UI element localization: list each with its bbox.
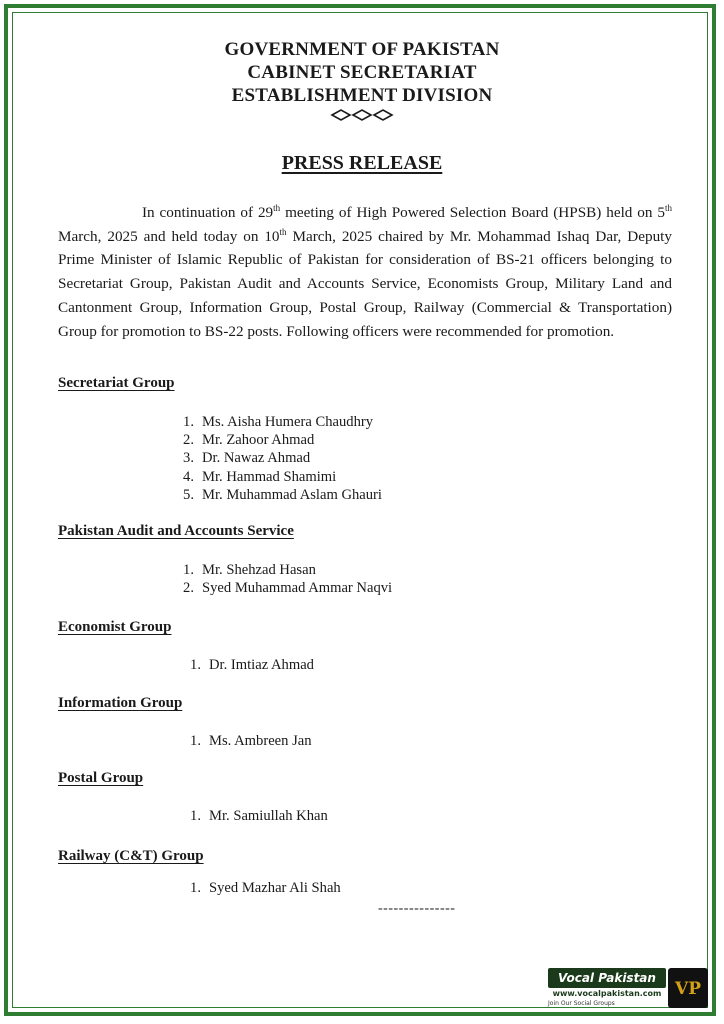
header-division: ESTABLISHMENT DIVISION: [231, 85, 493, 106]
officer-name: Mr. Samiullah Khan: [209, 808, 328, 824]
watermark-join-text: Join Our Social Groups: [548, 1000, 615, 1007]
logo-mark-icon: [668, 968, 708, 1008]
officer-name: Syed Muhammad Ammar Naqvi: [202, 580, 393, 597]
officer-name: Ms. Ambreen Jan: [209, 733, 312, 749]
press-release-title: PRESS RELEASE: [281, 152, 443, 174]
para-sup-3: th: [279, 226, 287, 237]
group-title-economist: Economist Group: [58, 619, 172, 635]
officer-name: Syed Mazhar Ali Shah: [209, 880, 341, 896]
logo-letters: VP: [675, 979, 701, 999]
list-item-number: 2.: [183, 580, 194, 597]
officer-name: Mr. Zahoor Ahmad: [202, 432, 315, 449]
end-marker: ---------------: [378, 901, 456, 916]
officer-name: Dr. Imtiaz Ahmad: [209, 657, 314, 673]
list-postal: [175, 807, 328, 825]
press-release-paragraph: [58, 201, 672, 343]
para-part-4: March, 2025 chaired by Mr. Mohammad Ishaq Dar, Deputy Prime Minister of Islamic Republic of Pakistan for consideration of BS-21 officers belonging to Secretariat Group, Pakistan Audit and Accounts Service, Economists Group, Military Land and Cantonment Group, Information Group, Postal Group, Railway (Commercial & Transportation) Group for promotion to BS-22 posts. Following officers were recommended for promotion.: [58, 227, 672, 340]
list-item: [175, 807, 328, 825]
officer-name: Mr. Hammad Shamimi: [202, 468, 337, 485]
list-item-number: 1.: [183, 414, 194, 430]
list-item: [168, 579, 392, 597]
group-title-audit-accounts: Pakistan Audit and Accounts Service: [58, 523, 294, 539]
para-sup-2: th: [664, 202, 672, 213]
list-item: [175, 656, 314, 674]
para-part-2: meeting of High Powered Selection Board (HPSB) held on 5: [280, 204, 665, 221]
list-item-number: 1.: [190, 733, 201, 749]
list-item-number: 1.: [190, 880, 201, 896]
para-part-3: March, 2025 and held today on 10: [58, 227, 280, 245]
list-item: [175, 732, 312, 750]
list-item-number: 1.: [190, 657, 201, 673]
list-item: [175, 879, 341, 897]
list-item-number: 4.: [183, 468, 194, 485]
list-item-number: 5.: [183, 486, 194, 503]
diamond-ornament-icon: [330, 108, 396, 122]
list-item-number: 1.: [190, 808, 201, 824]
group-title-secretariat: Secretariat Group: [58, 375, 175, 391]
officer-name: Mr. Muhammad Aslam Ghauri: [202, 486, 382, 503]
officer-name: Ms. Aisha Humera Chaudhry: [202, 414, 374, 430]
list-item-number: 3.: [183, 450, 194, 467]
list-item-number: 1.: [183, 562, 194, 578]
list-item: [168, 431, 382, 449]
group-title-information: Information Group: [58, 695, 183, 711]
watermark-title: Vocal Pakistan: [548, 968, 666, 988]
group-title-postal: Postal Group: [58, 770, 144, 786]
list-railway: [175, 879, 341, 897]
list-item: [168, 468, 382, 486]
para-sup-1: th: [273, 202, 281, 213]
group-title-railway: Railway (C&T) Group: [58, 848, 204, 864]
officer-name: Mr. Shehzad Hasan: [202, 562, 316, 578]
vocal-pakistan-logo-icon: [668, 968, 708, 1008]
list-item: [168, 413, 382, 431]
list-audit-accounts: [168, 561, 392, 597]
header-cabinet: CABINET SECRETARIAT: [247, 62, 477, 83]
list-item: [168, 561, 392, 579]
watermark: [548, 968, 714, 1012]
watermark-url: www.vocalpakistan.com: [552, 989, 662, 998]
list-item: [168, 449, 382, 467]
list-item-number: 2.: [183, 432, 194, 449]
header-government: GOVERNMENT OF PAKISTAN: [224, 39, 500, 60]
officer-name: Dr. Nawaz Ahmad: [202, 450, 311, 467]
list-secretariat: [168, 413, 382, 504]
para-part-1: In continuation of 29: [142, 204, 274, 221]
list-item: [168, 486, 382, 504]
list-economist: [175, 656, 314, 674]
list-information: [175, 732, 312, 750]
